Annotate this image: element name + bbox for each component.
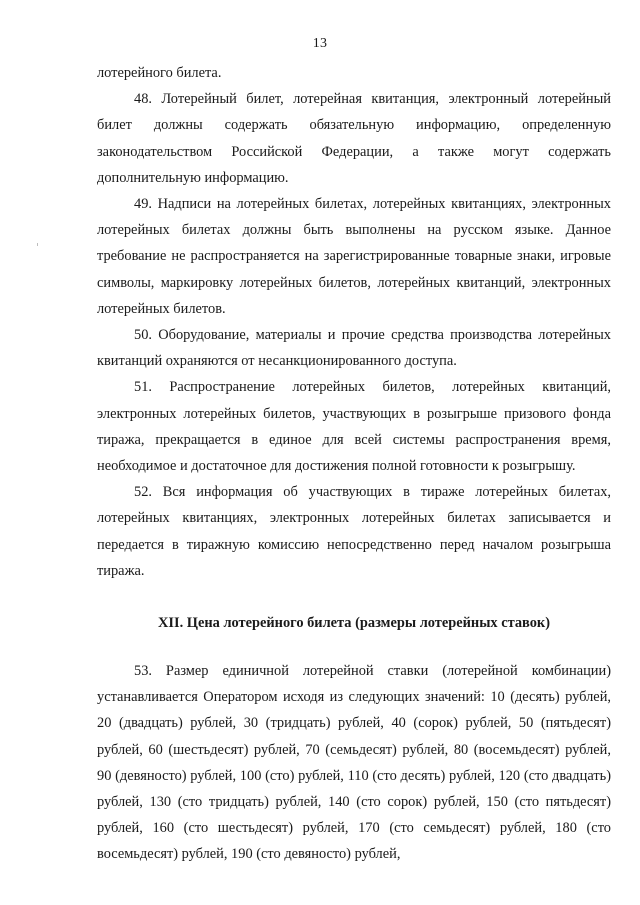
paragraph-50: 50. Оборудование, материалы и прочие средства производства лотерейных квитанций охраняются от несанкционированного доступа.: [97, 327, 611, 370]
document-body: [97, 60, 611, 868]
paragraph-53: 53. Размер единичной лотерейной ставки (лотерейной комбинации) устанавливается Оператором исходя из следующих значений: 10 (десять) рублей, 20 (двадцать) рублей, 30 (тридцать) рублей, 40 (сорок) рублей, 50 (пятьдесят) рублей, 60 (шестьдесят) рублей, 70 (семьдесят) рублей, 80 (восемьдесят) рублей, 90 (девяносто) рублей, 100 (сто) рублей, 110 (сто десять) рублей, 120 (сто двадцать) рублей, 130 (сто тридцать) рублей, 140 (сто сорок) рублей, 150 (сто пятьдесят) рублей, 160 (сто шестьдесят) рублей, 170 (сто семьдесят) рублей, 180 (сто восемьдесят) рублей, 190 (сто девяносто) рублей,: [97, 663, 611, 863]
page-number: 13: [312, 36, 328, 51]
paragraph-49: 49. Надписи на лотерейных билетах, лотерейных квитанциях, электронных лотерейных билетах должны быть выполнены на русском языке. Данное требование не распространяется на зарегистрированные товарные знаки, игровые символы, маркировку лотерейных билетов, лотерейных квитанций, электронных лотерейных билетов.: [97, 196, 611, 317]
scan-artifact: [37, 243, 38, 246]
paragraph-continuation: лотерейного билета.: [97, 65, 222, 81]
paragraph-48: 48. Лотерейный билет, лотерейная квитанция, электронный лотерейный билет должны содержать обязательную информацию, определенную законодательством Российской Федерации, а также могут содержать дополнительную информацию.: [97, 91, 611, 186]
paragraph-52: 52. Вся информация об участвующих в тираже лотерейных билетах, лотерейных квитанциях, электронных лотерейных билетах записывается и передается в тиражную комиссию непосредственно перед началом розыгрыша тиража.: [97, 484, 611, 579]
section-title: XII. Цена лотерейного билета (размеры лотерейных ставок): [157, 615, 551, 632]
paragraph-51: 51. Распространение лотерейных билетов, лотерейных квитанций, электронных лотерейных билетов, участвующих в розыгрыше призового фонда тиража, прекращается в единое для всей системы распространения время, необходимое и достаточное для достижения полной готовности к розыгрышу.: [97, 379, 611, 475]
